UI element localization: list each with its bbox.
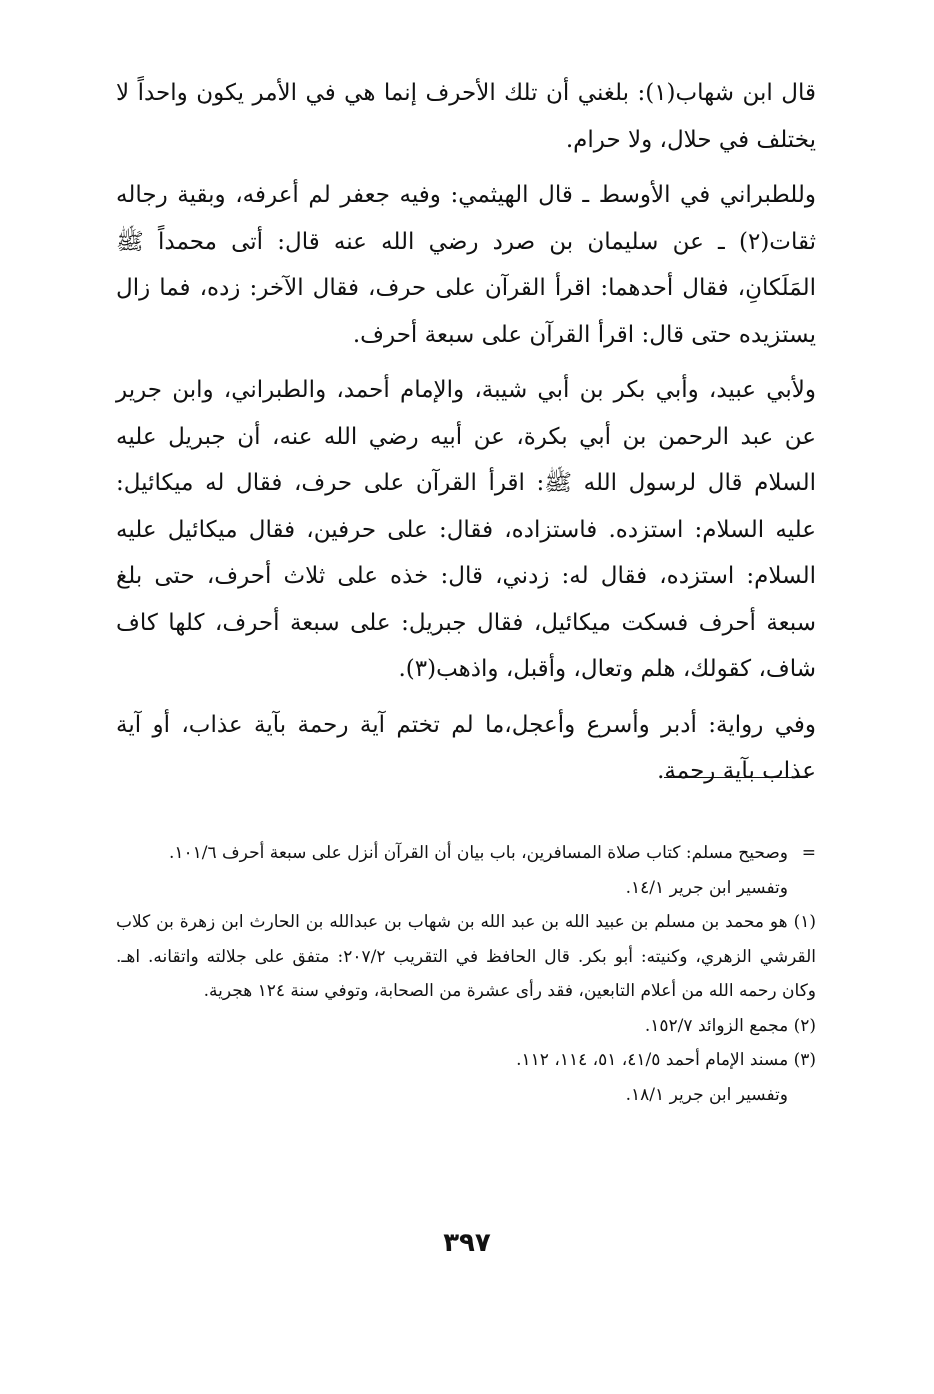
footnote-3-continuation: وتفسير ابن جرير ١٨/١. xyxy=(625,1084,788,1105)
footnote-3: (٣) مسند الإمام أحمد ٤١/٥، ٥١، ١١٤، ١١٢. xyxy=(516,1050,816,1070)
paragraph-tabarani xyxy=(116,172,816,358)
footnote-1: (١) هو محمد بن مسلم بن عبيد الله بن عبد الله بن شهاب بن عبدالله بن الحارث ابن زهرة بن كلاب القرشي الزهري، وكنيته: أبو بكر. قال الحافظ في التقريب ٢٠٧/٢: متفق على جلالته واتقانه. اهـ. وكان رحمه الله من أعلام التابعين، فقد رأى عشرة من الصحابة، وتوفي سنة ١٢٤ هجرية. xyxy=(116,912,817,1001)
footnote-2: (٢) مجمع الزوائد ١٥٢/٧. xyxy=(644,1015,816,1036)
paragraph-ibn-shihab xyxy=(116,70,816,163)
footnote-separator xyxy=(664,777,808,778)
paragraph-text: وفي رواية: أدبر وأسرع وأعجل،ما لم تختم آية رحمة بآية عذاب، أو آية عذاب بآية رحمة. xyxy=(116,711,816,784)
paragraph-text: قال ابن شهاب(١): بلغني أن تلك الأحرف إنما هي في الأمر يكون واحداً لا يختلف في حلال، ولا حرام. xyxy=(116,80,816,153)
paragraph-riwaya xyxy=(116,702,816,795)
footnote-continuation xyxy=(116,836,816,871)
footnotes xyxy=(116,836,816,1112)
paragraph-abu-ubaid xyxy=(116,367,816,693)
page-number: ٣٩٧ xyxy=(443,1228,491,1258)
footnote-text: وصحيح مسلم: كتاب صلاة المسافرين، باب بيان أن القرآن أنزل على سبعة أحرف ١٠١/٦. xyxy=(168,843,788,863)
paragraph-text: ولأبي عبيد، وأبي بكر بن أبي شيبة، والإمام أحمد، والطبراني، وابن جرير عن عبد الرحمن بن أبي بكرة، عن أبيه رضي الله عنه، أن جبريل عليه السلام قال لرسول الله ﷺ: اقرأ القرآن على حرف، فقال له ميكائيل: عليه السلام: استزده. فاستزاده، فقال: على حرفين، فقال ميكائيل عليه السلام: استزده، فقال له: زدني، قال: خذه على ثلاث أحرف، حتى بلغ سبعة أحرف فسكت ميكائيل، فقال جبريل: على سبعة أحرف، كلها كاف شاف، كقولك، هلم وتعال، وأقبل، واذهب(٣). xyxy=(116,377,816,682)
main-text xyxy=(116,70,816,804)
footnote-continuation-line: وتفسير ابن جرير ١٤/١. xyxy=(625,877,788,898)
continuation-mark: = xyxy=(801,843,816,863)
paragraph-text: وللطبراني في الأوسط ـ قال الهيثمي: وفيه جعفر لم أعرفه، وبقية رجاله ثقات(٢) ـ عن سليمان بن صرد رضي الله عنه قال: أتى محمداً ﷺ المَلَكانِ، فقال أحدهما: اقرأ القرآن على حرف، فقال الآخر: زده، فما زال يستزيده حتى قال: اقرأ القرآن على سبعة أحرف. xyxy=(116,182,816,348)
